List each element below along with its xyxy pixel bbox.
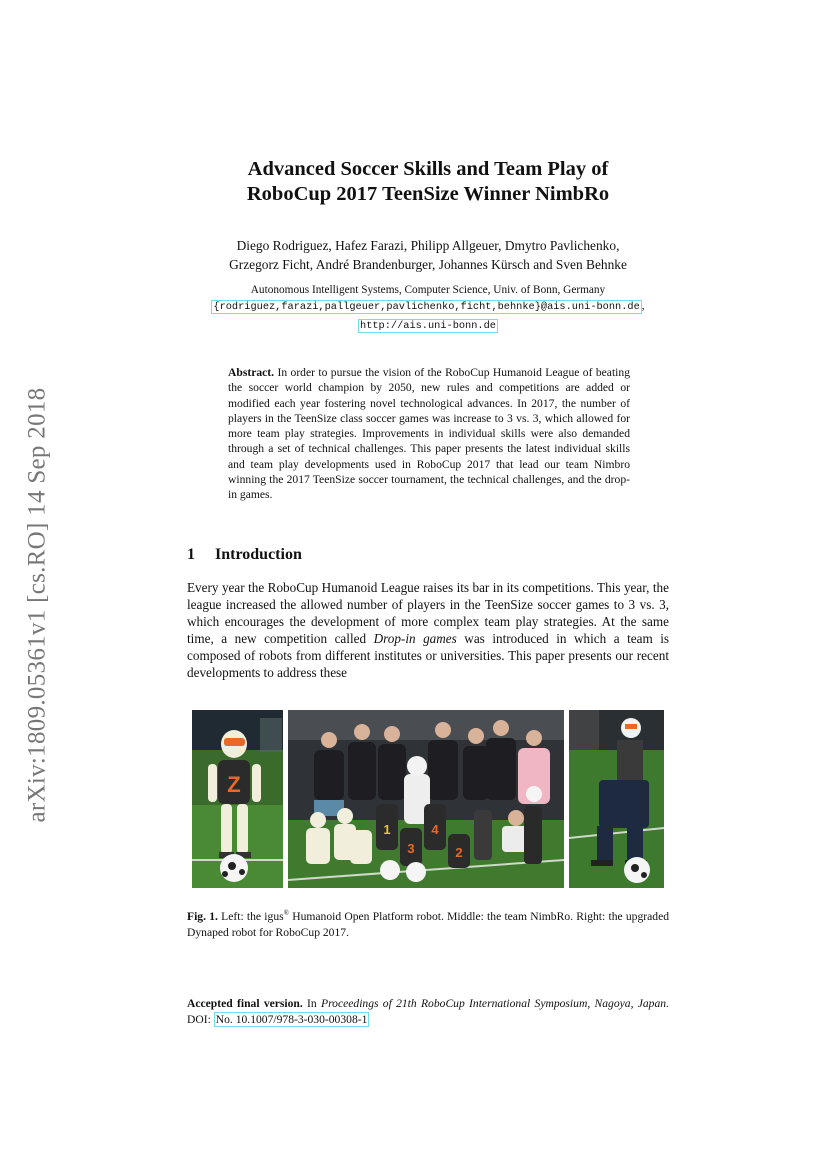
website-link[interactable]: http://ais.uni-bonn.de	[360, 320, 496, 332]
figure-caption	[187, 905, 669, 941]
registered-mark: ®	[283, 909, 289, 917]
svg-text:3: 3	[407, 841, 415, 856]
intro-italic-term: Drop-in games	[373, 630, 457, 646]
accepted-label: Accepted final version.	[187, 997, 303, 1010]
author-list	[150, 236, 706, 274]
photo-dynaped-robot	[569, 710, 664, 888]
abstract-text: In order to pursue the vision of the RoboCup Humanoid League of beating the soccer world champion by 2050, new rules and competitions are added or modified each year fostering novel technological advances. In 2017, the number of players in the TeenSize class soccer games was increase to 3 vs. 3, which allowed for more team play strategies. Improvements in individual skills were also demanded through a set of technical challenges. This paper presents the latest individual skills and team play developments used in RoboCup 2017 that lead our team Nimbro winning the 2017 TeenSize soccer tournament, the technical challenges, and the drop-in games.	[228, 366, 630, 502]
title-line-1: Advanced Soccer Skills and Team Play of	[247, 158, 609, 180]
title-line-2: RoboCup 2017 TeenSize Winner NimbRo	[246, 183, 610, 205]
doi-label: DOI:	[187, 1013, 214, 1026]
svg-text:2: 2	[455, 845, 463, 860]
authors-line-1: Diego Rodriguez, Hafez Farazi, Philipp Allgeuer, Dmytro Pavlichenko,	[236, 238, 620, 253]
institution: Autonomous Intelligent Systems, Computer Science, Univ. of Bonn, Germany	[250, 284, 606, 296]
intro-text-1: Every year the RoboCup Humanoid League raises its bar in its competitions. This year, the league increased the allowed number of players in the TeenSize soccer games to 3 vs. 3, which encourages the development of more complex team play strategies. At the same time, a new competition called	[187, 580, 669, 646]
in-word: In	[302, 997, 321, 1010]
email-link[interactable]: {rodriguez,farazi,pallgeuer,pavlichenko,ficht,behnke}@ais.uni-bonn.de	[213, 301, 640, 313]
affiliation: Autonomous Intelligent Systems, Computer Science, Univ. of Bonn, Germany {rodriguez,farazi,pallgeuer,pavlichenko,ficht,behnke}@ais.uni-bonn.de , http://ais.uni-bonn.de	[150, 282, 706, 334]
paper-title	[150, 157, 706, 207]
section-heading	[187, 546, 302, 564]
figure-label: Fig. 1.	[187, 909, 218, 923]
introduction-paragraph	[187, 580, 669, 681]
caption-text-2: Humanoid Open Platform robot. Middle: the team NimbRo. Right: the upgraded Dynaped robot for RoboCup 2017.	[187, 909, 670, 939]
svg-text:1: 1	[383, 822, 391, 837]
intro-text-2: was introduced in which a team is composed of robots from different institutes or universities. This paper presents our recent developments to address these	[187, 630, 670, 680]
section-title: Introduction	[215, 546, 302, 563]
section-number: 1	[187, 546, 195, 563]
arxiv-identifier-text: arXiv:1809.05361v1 [cs.RO] 14 Sep 2018	[23, 387, 51, 823]
photo-team-nimbro	[288, 710, 564, 888]
authors-line-2: Grzegorz Ficht, André Brandenburger, Johannes Kürsch and Sven Behnke	[229, 257, 627, 272]
doi-link[interactable]: No. 10.1007/978-3-030-00308-1	[215, 1013, 368, 1026]
abstract	[228, 365, 630, 503]
publication-note	[187, 996, 669, 1028]
abstract-label: Abstract.	[228, 366, 275, 379]
svg-text:Z: Z	[227, 772, 241, 797]
proceedings-title: Proceedings of 21th RoboCup International Symposium, Nagoya, Japan.	[321, 997, 669, 1010]
figure-1	[192, 710, 664, 888]
arxiv-identifier	[22, 360, 52, 850]
svg-text:4: 4	[431, 822, 439, 837]
caption-text-1: Left: the igus	[217, 909, 284, 923]
photo-igus-robot	[192, 710, 283, 888]
